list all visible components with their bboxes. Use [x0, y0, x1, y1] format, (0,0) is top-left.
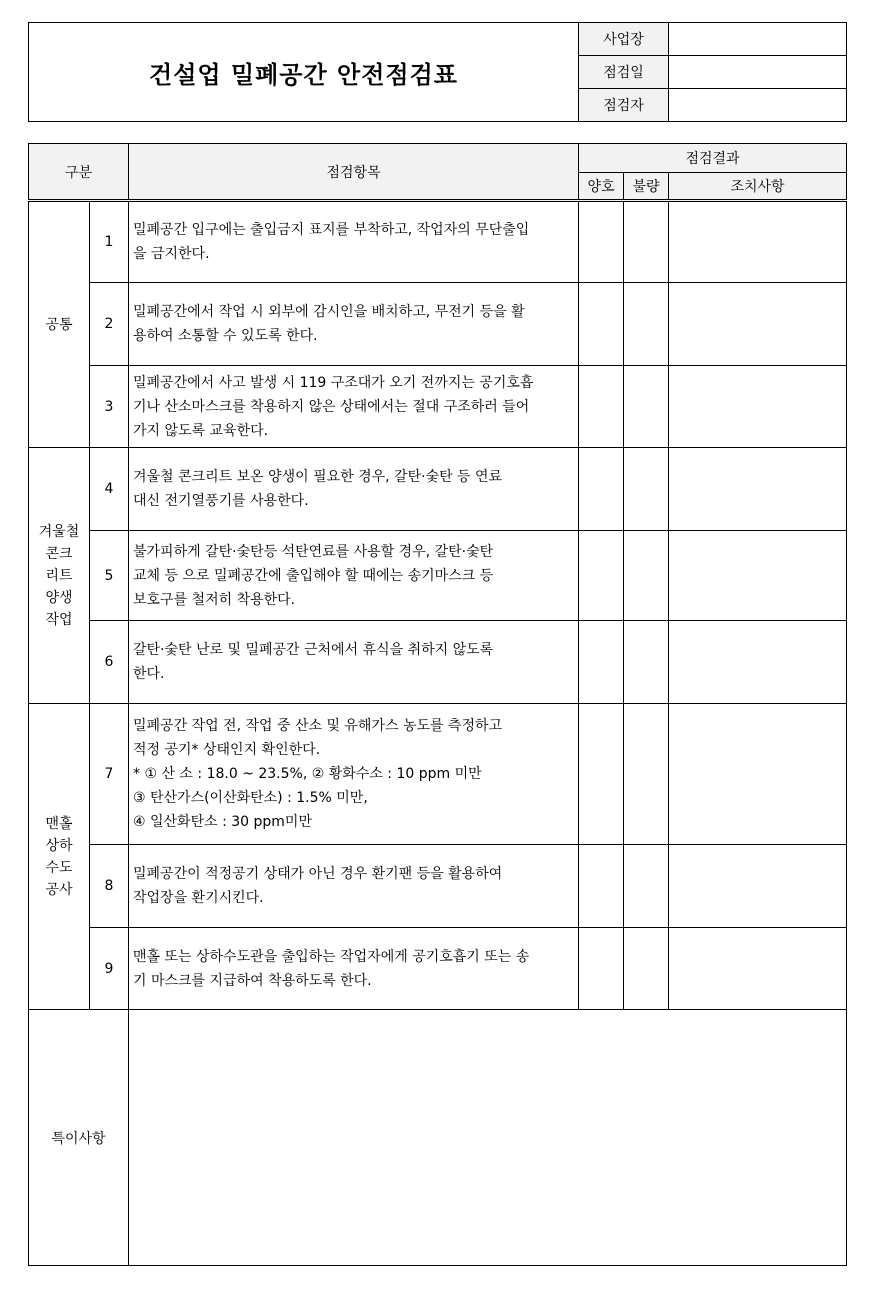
notes-label: 특이사항: [29, 1010, 129, 1266]
date-field[interactable]: [669, 56, 847, 89]
good-check-cell[interactable]: [579, 531, 624, 621]
action-cell[interactable]: [669, 448, 847, 531]
date-label: 점검일: [579, 56, 669, 89]
good-check-cell[interactable]: [579, 448, 624, 531]
checklist-table: [28, 143, 847, 1266]
action-cell[interactable]: [669, 201, 847, 283]
good-check-cell[interactable]: [579, 704, 624, 845]
action-cell[interactable]: [669, 366, 847, 448]
item-number: 1: [90, 201, 129, 283]
category-header: 구분: [29, 144, 129, 201]
action-cell[interactable]: [669, 283, 847, 366]
good-check-cell[interactable]: [579, 928, 624, 1010]
action-cell[interactable]: [669, 531, 847, 621]
site-label: 사업장: [579, 23, 669, 56]
table-row: [29, 704, 847, 845]
category-cell: 맨홀 상하 수도 공사: [29, 704, 90, 1010]
category-cell: 공통: [29, 201, 90, 448]
table-row: [29, 928, 847, 1010]
item-text: 밀폐공간이 적정공기 상태가 아닌 경우 환기팬 등을 활용하여 작업장을 환기시킨다.: [129, 845, 579, 928]
notes-field[interactable]: [129, 1010, 847, 1266]
bad-check-cell[interactable]: [624, 531, 669, 621]
action-cell[interactable]: [669, 928, 847, 1010]
inspector-label: 점검자: [579, 89, 669, 122]
header-table: [28, 22, 847, 122]
table-row: [29, 448, 847, 531]
good-check-cell[interactable]: [579, 845, 624, 928]
action-cell[interactable]: [669, 704, 847, 845]
item-text: 갈탄·숯탄 난로 및 밀폐공간 근처에서 휴식을 취하지 않도록 한다.: [129, 621, 579, 704]
good-check-cell[interactable]: [579, 283, 624, 366]
bad-check-cell[interactable]: [624, 928, 669, 1010]
bad-check-cell[interactable]: [624, 845, 669, 928]
item-number: 7: [90, 704, 129, 845]
bad-check-cell[interactable]: [624, 621, 669, 704]
inspector-field[interactable]: [669, 89, 847, 122]
item-text: 불가피하게 갈탄·숯탄등 석탄연료를 사용할 경우, 갈탄·숯탄 교체 등 으로 밀폐공간에 출입해야 할 때에는 송기마스크 등 보호구를 철저히 착용한다.: [129, 531, 579, 621]
item-number: 3: [90, 366, 129, 448]
action-header: 조치사항: [669, 173, 847, 201]
item-text: 밀폐공간 작업 전, 작업 중 산소 및 유해가스 농도를 측정하고 적정 공기* 상태인지 확인한다. * ① 산 소 : 18.0 ~ 23.5%, ② 황화수소 : 10 ppm 미만 ③ 탄산가스(이산화탄소) : 1.5% 미만, ④ 일산화탄소 : 30 ppm미만: [129, 704, 579, 845]
item-number: 9: [90, 928, 129, 1010]
site-field[interactable]: [669, 23, 847, 56]
table-row: [29, 845, 847, 928]
category-cell: 겨울철 콘크 리트 양생 작업: [29, 448, 90, 704]
action-cell[interactable]: [669, 845, 847, 928]
table-row: [29, 531, 847, 621]
item-text: 밀폐공간 입구에는 출입금지 표지를 부착하고, 작업자의 무단출입 을 금지한다.: [129, 201, 579, 283]
good-check-cell[interactable]: [579, 366, 624, 448]
item-number: 5: [90, 531, 129, 621]
bad-check-cell[interactable]: [624, 201, 669, 283]
item-text: 밀폐공간에서 사고 발생 시 119 구조대가 오기 전까지는 공기호흡 기나 산소마스크를 착용하지 않은 상태에서는 절대 구조하러 들어 가지 않도록 교육한다.: [129, 366, 579, 448]
table-row: [29, 621, 847, 704]
table-row: [29, 283, 847, 366]
bad-check-cell[interactable]: [624, 448, 669, 531]
item-number: 6: [90, 621, 129, 704]
item-text: 맨홀 또는 상하수도관을 출입하는 작업자에게 공기호흡기 또는 송 기 마스크를 지급하여 착용하도록 한다.: [129, 928, 579, 1010]
item-text: 겨울철 콘크리트 보온 양생이 필요한 경우, 갈탄·숯탄 등 연료 대신 전기열풍기를 사용한다.: [129, 448, 579, 531]
item-number: 2: [90, 283, 129, 366]
item-header: 점검항목: [129, 144, 579, 201]
good-header: 양호: [579, 173, 624, 201]
document-title: 건설업 밀폐공간 안전점검표: [29, 23, 579, 122]
table-row: [29, 201, 847, 283]
action-cell[interactable]: [669, 621, 847, 704]
item-text: 밀폐공간에서 작업 시 외부에 감시인을 배치하고, 무전기 등을 활 용하여 소통할 수 있도록 한다.: [129, 283, 579, 366]
result-header: 점검결과: [579, 144, 847, 173]
item-number: 4: [90, 448, 129, 531]
bad-header: 불량: [624, 173, 669, 201]
good-check-cell[interactable]: [579, 621, 624, 704]
good-check-cell[interactable]: [579, 201, 624, 283]
bad-check-cell[interactable]: [624, 366, 669, 448]
bad-check-cell[interactable]: [624, 283, 669, 366]
item-number: 8: [90, 845, 129, 928]
table-row: [29, 366, 847, 448]
bad-check-cell[interactable]: [624, 704, 669, 845]
